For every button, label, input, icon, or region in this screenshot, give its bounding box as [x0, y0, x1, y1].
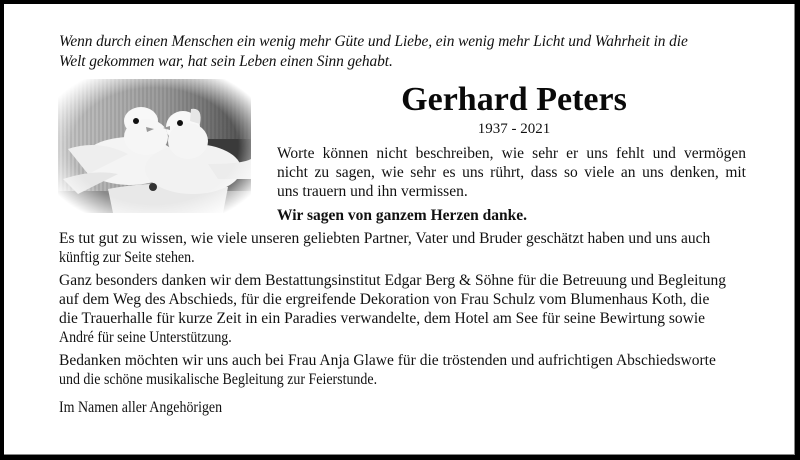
deceased-name: Gerhard Peters [401, 81, 627, 118]
intro-text [277, 144, 746, 201]
paragraph-line: künftig zur Seite stehen. [59, 249, 195, 266]
paragraph-line: André für seine Unterstützung. [59, 329, 232, 346]
paragraph-line: und die schöne musikalische Begleitung zur Feierstunde. [59, 371, 378, 388]
notice-frame [4, 4, 795, 455]
motto-line: Wenn durch einen Menschen ein wenig mehr Güte und Liebe, ein wenig mehr Licht und Wahrheit in die [59, 33, 688, 50]
paragraph-appreciation [59, 229, 746, 267]
motto-line: Welt gekommen war, hat sein Leben einen Sinn gehabt. [59, 53, 393, 70]
paragraph-eulogy-thanks [59, 351, 746, 389]
paragraph-line: Bedanken möchten wir uns auch bei Frau Anja Glawe für die tröstenden und aufrichtigen Abschiedsworte [59, 352, 716, 369]
intro-line: nicht zu sagen, wie sehr es uns rührt, dass so viele an uns denken, mit [277, 164, 746, 181]
intro-line: uns trauern und ihn vermissen. [277, 183, 468, 200]
doves-photo [58, 79, 251, 213]
life-dates: 1937 - 2021 [477, 121, 551, 137]
paragraph-line: Es tut gut zu wissen, wie viele unseren geliebten Partner, Vater und Bruder geschätzt haben und uns auch [59, 230, 711, 247]
paragraph-line: die Trauerhalle für kurze Zeit in ein Paradies verwandelte, dem Hotel am See für seine Bewirtung sowie [59, 310, 706, 327]
bold-thanks: Wir sagen von ganzem Herzen danke. [277, 207, 528, 224]
header [274, 80, 754, 138]
signoff: Im Namen aller Angehörigen [59, 399, 223, 416]
intro-line: Worte können nicht beschreiben, wie sehr er uns fehlt und vermögen [277, 145, 746, 162]
paragraph-line: auf dem Weg des Abschieds, für die ergreifende Dekoration von Frau Schulz vom Blumenhaus Koth, die [59, 291, 710, 308]
doves-image-icon [58, 79, 251, 213]
paragraph-special-thanks [59, 271, 746, 347]
paragraph-line: Ganz besonders danken wir dem Bestattungsinstitut Edgar Berg & Söhne für die Betreuung und Begleitung [59, 272, 726, 289]
motto-quote [59, 32, 749, 72]
